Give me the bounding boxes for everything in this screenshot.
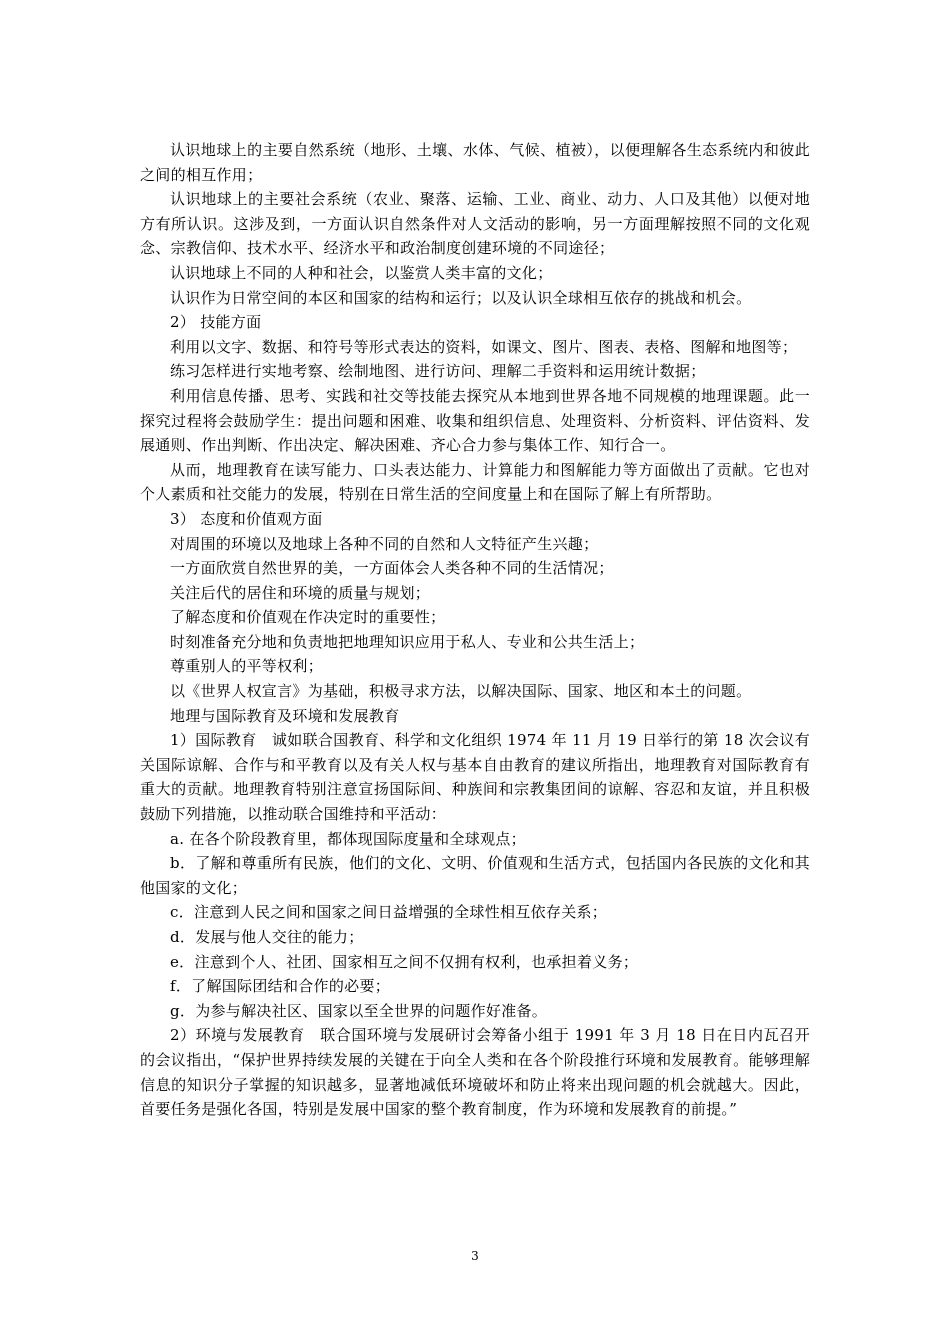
paragraph-international-education: 1）国际教育 诚如联合国教育、科学和文化组织 1974 年 11 月 19 日举行的第 18 次会议有关国际谅解、合作与和平教育以及有关人权与基本自由教育的建议所指出，地理教育对国际教育有重大的贡献。地理教育特别注意宣扬国际间、种族间和宗教集团间的谅解、容忍和友谊，并且积极鼓励下列措施，以推动联合国维持和平活动： bbox=[140, 731, 810, 824]
paragraph-races-societies: 认识地球上不同的人种和社会，以鉴赏人类丰富的文化； bbox=[170, 263, 553, 282]
paragraph-fieldwork: 练习怎样进行实地考察、绘制地图、进行访问、理解二手资料和运用统计数据； bbox=[170, 362, 706, 381]
list-item-a: a. 在各个阶段教育里，都体现国际度量和全球观点； bbox=[170, 829, 526, 848]
list-item-e: e．注意到个人、社团、国家相互之间不仅拥有权利，也承担着义务； bbox=[170, 952, 639, 971]
list-item-g: g．为参与解决社区、国家以至全世界的问题作好准备。 bbox=[170, 1001, 548, 1020]
paragraph-inquiry-process: 利用信息传播、思考、实践和社交等技能去探究从本地到世界各地不同规模的地理课题。此一探究过程将会鼓励学生：提出问题和困难、收集和组织信息、处理资料、分析资料、评估资料、发展通则、作出判断、作出决定、解决困难、齐心合力参与集体工作、知行合一。 bbox=[140, 386, 810, 455]
heading-attitudes-values: 3） 态度和价值观方面 bbox=[170, 509, 323, 528]
paragraph-social-systems: 认识地球上的主要社会系统（农业、聚落、运输、工业、商业、动力、人口及其他）以便对地方有所认识。这涉及到，一方面认识自然条件对人文活动的影响，另一方面理解按照不同的文化观念、宗教信仰、技术水平、经济水平和政治制度创建环境的不同途径； bbox=[140, 190, 810, 258]
paragraph-decision-values: 了解态度和价值观在作决定时的重要性； bbox=[170, 608, 446, 627]
paragraph-contributions: 从而，地理教育在读写能力、口头表达能力、计算能力和图解能力等方面做出了贡献。它也对个人素质和社交能力的发展，特别在日常生活的空间度量上和在国际了解上有所帮助。 bbox=[140, 460, 810, 504]
paragraph-interest-environment: 对周围的环境以及地球上各种不同的自然和人文特征产生兴趣； bbox=[170, 534, 599, 553]
paragraph-regional-structure: 认识作为日常空间的本区和国家的结构和运行；以及认识全球相互依存的挑战和机会。 bbox=[170, 288, 752, 307]
paragraph-apply-knowledge: 时刻准备充分地和负责地把地理知识应用于私人、专业和公共生活上； bbox=[170, 632, 645, 651]
list-item-f: f．了解国际团结和合作的必要； bbox=[170, 977, 391, 996]
paragraph-appreciate-nature: 一方面欣赏自然世界的美，一方面体会人类各种不同的生活情况； bbox=[170, 559, 614, 578]
paragraph-natural-systems: 认识地球上的主要自然系统（地形、土壤、水体、气候、植被），以便理解各生态系统内和彼此之间的相互作用； bbox=[140, 141, 810, 184]
paragraph-environment-development-education: 2）环境与发展教育 联合国环境与发展研讨会筹备小组于 1991 年 3 月 18 日在日内瓦召开的会议指出，“保护世界持续发展的关键在于向全人类和在各个阶段推行环境和发展教育。能够理解信息的知识分子掌握的知识越多，显著地减低环境破坏和防止将来出现问题的机会就越大。因此，首要任务是强化各国，特别是发展中国家的整个教育制度，作为环境和发展教育的前提。” bbox=[140, 1026, 810, 1119]
paragraph-human-rights-declaration: 以《世界人权宣言》为基础，积极寻求方法，以解决国际、国家、地区和本土的问题。 bbox=[170, 682, 752, 701]
list-item-b: b．了解和尊重所有民族，他们的文化、文明、价值观和生活方式，包括国内各民族的文化和其他国家的文化； bbox=[140, 854, 810, 897]
paragraph-equal-rights: 尊重别人的平等权利； bbox=[170, 657, 324, 676]
list-item-d: d．发展与他人交往的能力； bbox=[170, 928, 364, 946]
list-item-c: c．注意到人民之间和国家之间日益增强的全球性相互依存关系； bbox=[170, 903, 608, 922]
paragraph-future-generations: 关注后代的居住和环境的质量与规划； bbox=[170, 583, 431, 602]
document-body bbox=[140, 138, 810, 1122]
paragraph-use-materials: 利用以文字、数据、和符号等形式表达的资料，如课文、图片、图表、表格、图解和地图等； bbox=[170, 337, 798, 356]
page-number: 3 bbox=[471, 1249, 479, 1263]
heading-skills: 2） 技能方面 bbox=[170, 313, 262, 332]
heading-international-environment-education: 地理与国际教育及环境和发展教育 bbox=[170, 706, 400, 725]
